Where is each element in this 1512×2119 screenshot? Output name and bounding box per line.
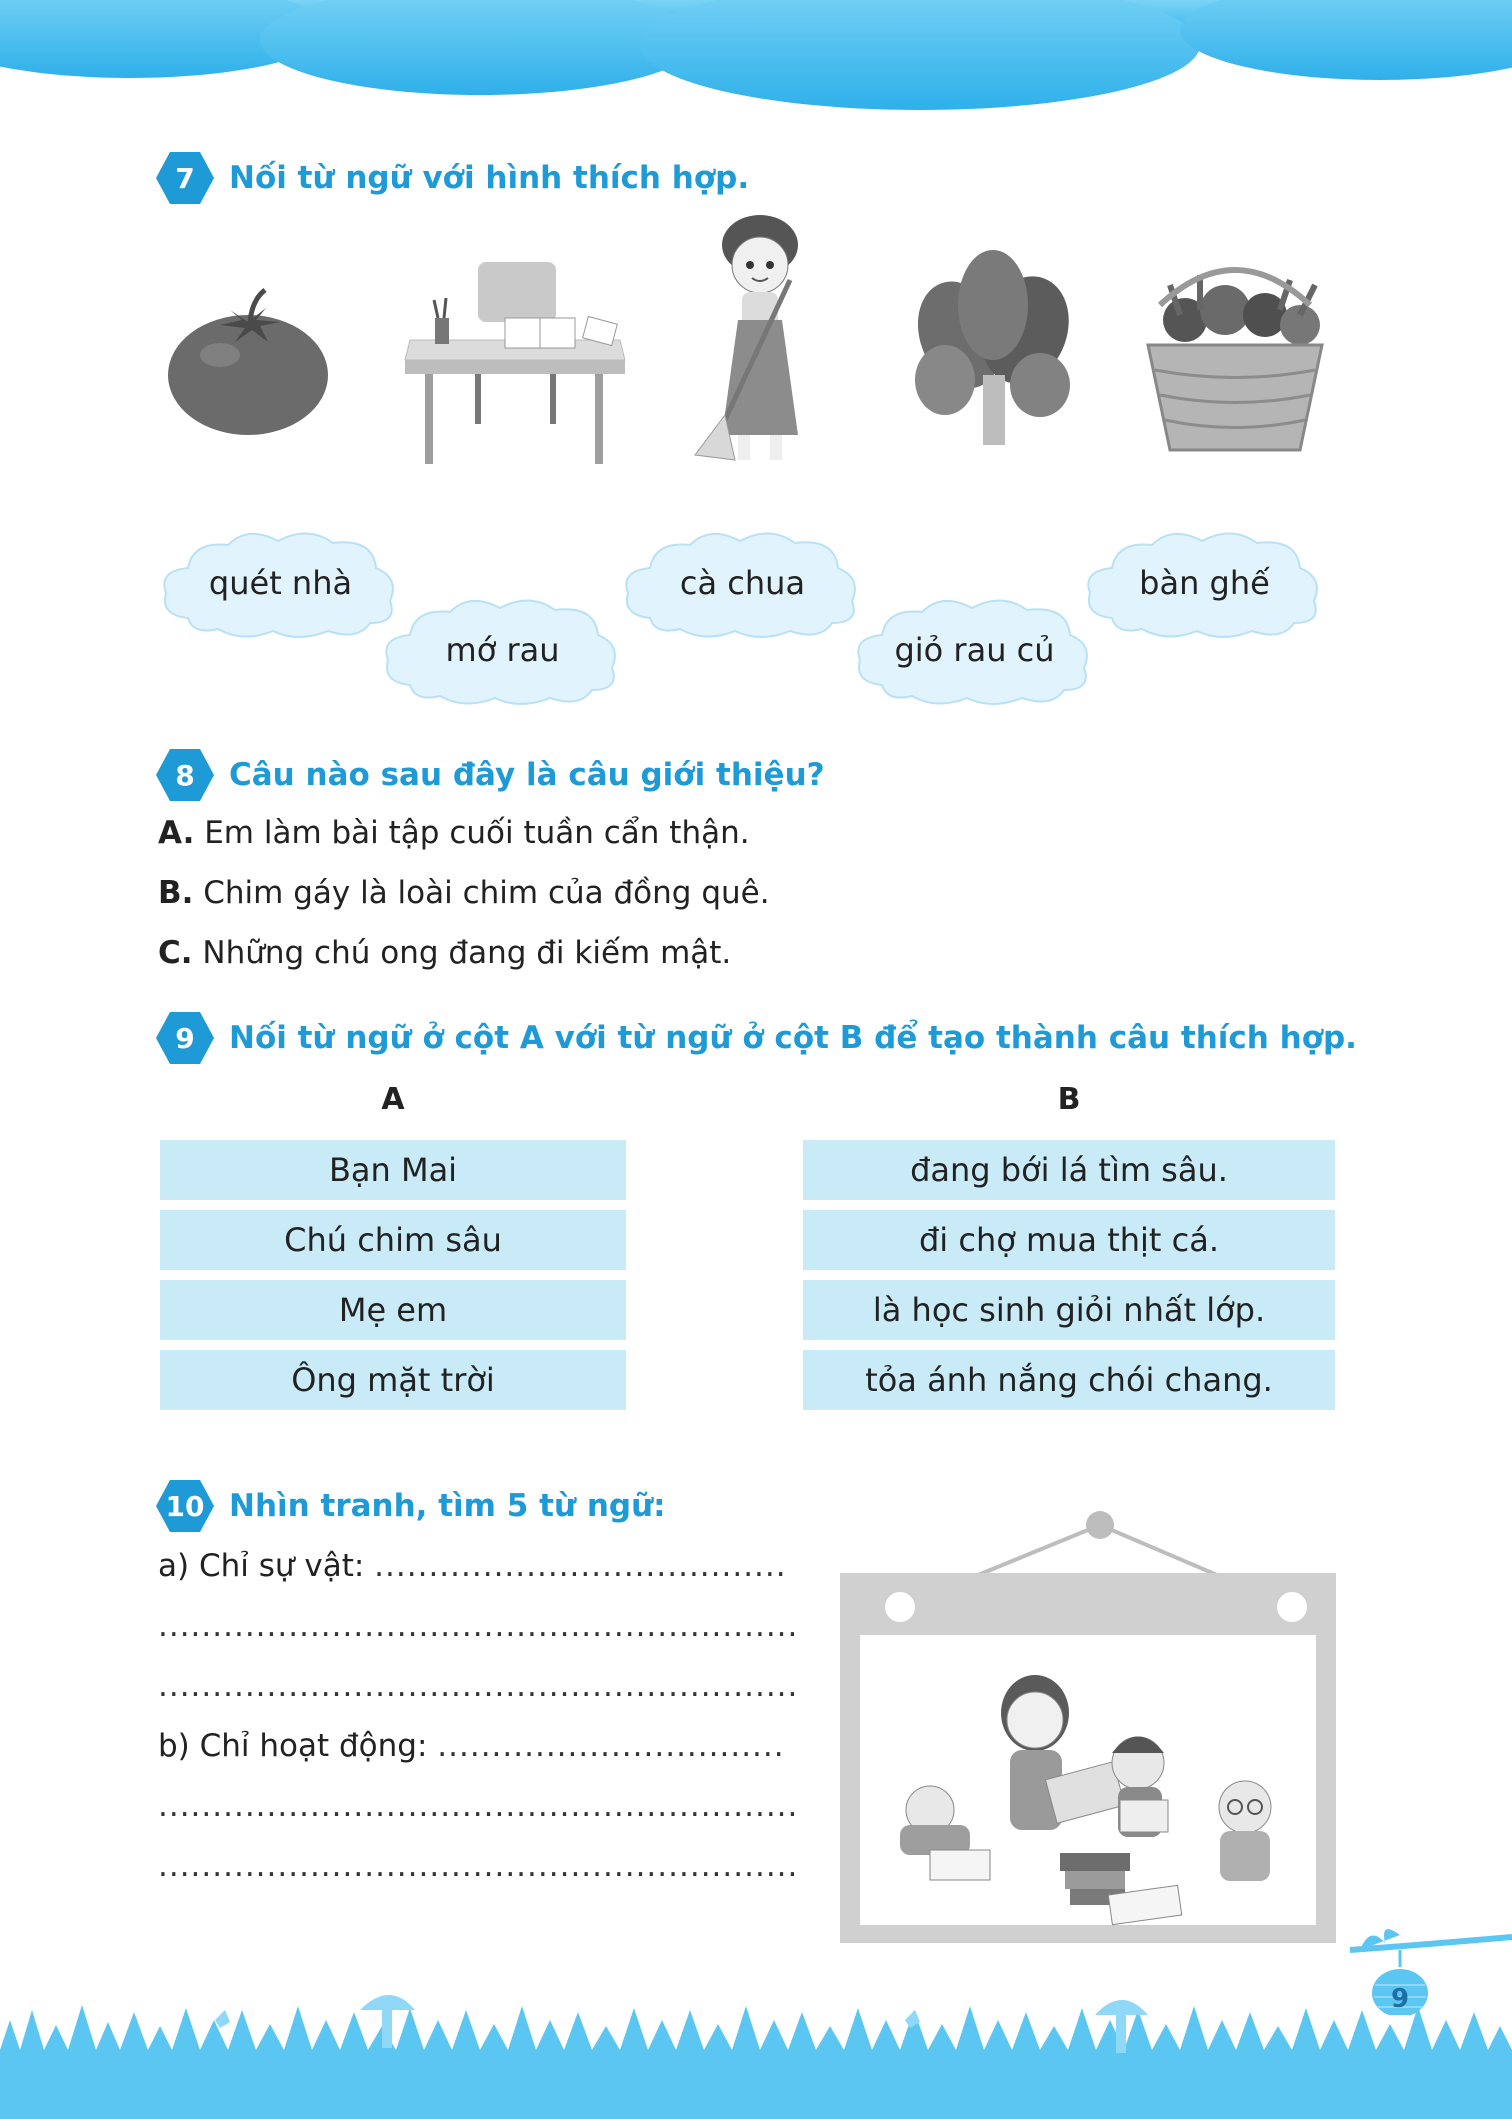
q7-header bbox=[155, 148, 749, 208]
tomato-icon bbox=[160, 270, 335, 440]
q7-number-badge bbox=[155, 150, 215, 206]
q10-number-badge bbox=[155, 1478, 215, 1534]
answer-line-b[interactable] bbox=[158, 1728, 785, 1764]
column-a-cell[interactable]: Chú chim sâu bbox=[160, 1210, 626, 1270]
option-text: Chim gáy là loài chim của đồng quê. bbox=[203, 875, 770, 911]
girl-sweeping-icon bbox=[680, 210, 840, 470]
beehive-icon bbox=[1340, 1905, 1512, 2015]
column-a-header: A bbox=[381, 1082, 405, 1117]
q8-title: Câu nào sau đây là câu giới thiệu? bbox=[229, 757, 825, 793]
page-number: 9 bbox=[1390, 1984, 1410, 2014]
q8-number: 8 bbox=[175, 758, 195, 792]
q9-number: 9 bbox=[175, 1021, 195, 1055]
dotted-blank[interactable]: ........................................................... bbox=[158, 1608, 799, 1644]
q8-number-badge bbox=[155, 747, 215, 803]
cloud-word-5[interactable] bbox=[1082, 523, 1327, 643]
cloud-word-label: quét nhà bbox=[208, 564, 353, 602]
answer-line-a[interactable] bbox=[158, 1548, 787, 1584]
column-a-cell[interactable]: Mẹ em bbox=[160, 1280, 626, 1340]
q8-header bbox=[155, 745, 825, 805]
option-text: Em làm bài tập cuối tuần cẩn thận. bbox=[204, 815, 750, 851]
dotted-blank[interactable]: ........................................................... bbox=[158, 1788, 799, 1824]
column-b-cell[interactable]: đi chợ mua thịt cá. bbox=[803, 1210, 1335, 1270]
column-b-cell[interactable]: đang bới lá tìm sâu. bbox=[803, 1140, 1335, 1200]
cloud-word-2[interactable] bbox=[380, 590, 625, 710]
cloud-word-label: mớ rau bbox=[445, 631, 560, 669]
q9-number-badge bbox=[155, 1010, 215, 1066]
option-text: Những chú ong đang đi kiếm mật. bbox=[202, 935, 732, 971]
cloud-word-1[interactable] bbox=[158, 523, 403, 643]
q8-option-b[interactable] bbox=[158, 875, 770, 911]
option-label: C. bbox=[158, 935, 193, 971]
cloud-word-label: bàn ghế bbox=[1139, 564, 1270, 602]
column-a-cell[interactable]: Bạn Mai bbox=[160, 1140, 626, 1200]
answer-label: a) Chỉ sự vật: bbox=[158, 1548, 365, 1584]
cloud-word-3[interactable] bbox=[620, 523, 865, 643]
column-b-header: B bbox=[1057, 1082, 1081, 1117]
q10-title: Nhìn tranh, tìm 5 từ ngữ: bbox=[229, 1488, 666, 1524]
q8-option-a[interactable] bbox=[158, 815, 750, 851]
q9-header bbox=[155, 1008, 1357, 1068]
vegetable-basket-icon bbox=[1130, 265, 1340, 455]
q8-option-c[interactable] bbox=[158, 935, 731, 971]
dotted-blank[interactable]: ...................................... bbox=[374, 1548, 787, 1584]
column-b-cell[interactable]: là học sinh giỏi nhất lớp. bbox=[803, 1280, 1335, 1340]
dotted-blank[interactable]: ........................................................... bbox=[158, 1848, 799, 1884]
cloud-word-label: giỏ rau củ bbox=[894, 631, 1055, 669]
column-b-cell[interactable]: tỏa ánh nắng chói chang. bbox=[803, 1350, 1335, 1410]
column-a-cell[interactable]: Ông mặt trời bbox=[160, 1350, 626, 1410]
cloud-word-label: cà chua bbox=[679, 564, 806, 602]
cloud-word-4[interactable] bbox=[852, 590, 1097, 710]
q7-title: Nối từ ngữ với hình thích hợp. bbox=[229, 160, 750, 196]
q10-header bbox=[155, 1476, 666, 1536]
q7-number: 7 bbox=[175, 161, 195, 195]
option-label: A. bbox=[158, 815, 195, 851]
option-label: B. bbox=[158, 875, 194, 911]
answer-label: b) Chỉ hoạt động: bbox=[158, 1728, 428, 1764]
dotted-blank[interactable]: ........................................................... bbox=[158, 1668, 799, 1704]
dotted-blank[interactable]: ................................ bbox=[437, 1728, 785, 1764]
grass-decoration bbox=[0, 1990, 1512, 2119]
desk-icon bbox=[400, 260, 630, 470]
vegetable-icon bbox=[905, 245, 1080, 455]
teacher-reading-with-children-icon bbox=[820, 1505, 1340, 1945]
q9-title: Nối từ ngữ ở cột A với từ ngữ ở cột B để tạo thành câu thích hợp. bbox=[229, 1020, 1357, 1056]
q10-number: 10 bbox=[165, 1489, 205, 1523]
top-cloud-banner bbox=[0, 0, 1512, 120]
